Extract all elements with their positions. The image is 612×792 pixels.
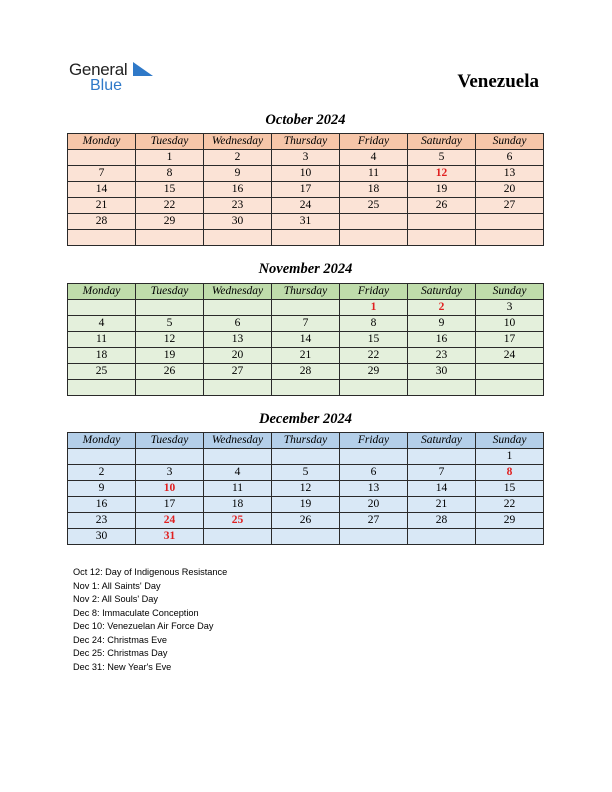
day-cell: 4 [340, 150, 408, 166]
day-cell: 20 [340, 497, 408, 513]
weekday-header: Monday [68, 134, 136, 150]
day-cell: 22 [476, 497, 544, 513]
day-cell [476, 364, 544, 380]
day-cell: 21 [272, 348, 340, 364]
calendar-november [67, 283, 544, 396]
holiday-item: Dec 24: Christmas Eve [73, 634, 167, 645]
day-cell: 8 [476, 465, 544, 481]
day-cell: 4 [204, 465, 272, 481]
day-cell [136, 449, 204, 465]
week-row [68, 513, 544, 529]
month-title-november: November 2024 [258, 261, 353, 277]
day-cell: 26 [272, 513, 340, 529]
day-cell: 6 [204, 316, 272, 332]
calendar-december [67, 432, 544, 545]
weekday-header: Sunday [476, 433, 544, 449]
day-cell: 12 [408, 166, 476, 182]
weekday-header: Thursday [272, 284, 340, 300]
day-cell: 27 [476, 198, 544, 214]
day-cell: 10 [136, 481, 204, 497]
day-cell [136, 230, 204, 246]
day-cell: 23 [408, 348, 476, 364]
logo-blue-text: Blue [90, 77, 123, 94]
day-cell: 25 [204, 513, 272, 529]
day-cell: 1 [340, 300, 408, 316]
week-row [68, 364, 544, 380]
weekday-header: Monday [68, 433, 136, 449]
day-cell: 10 [476, 316, 544, 332]
day-cell: 26 [136, 364, 204, 380]
day-cell [204, 230, 272, 246]
day-cell: 1 [476, 449, 544, 465]
day-cell [476, 529, 544, 545]
day-cell [204, 380, 272, 396]
day-cell: 23 [204, 198, 272, 214]
day-cell: 13 [204, 332, 272, 348]
day-cell [272, 449, 340, 465]
weekday-header: Tuesday [136, 134, 204, 150]
day-cell: 3 [476, 300, 544, 316]
day-cell: 15 [340, 332, 408, 348]
day-cell: 24 [476, 348, 544, 364]
day-cell [340, 529, 408, 545]
day-cell: 17 [476, 332, 544, 348]
day-cell: 22 [136, 198, 204, 214]
week-row [68, 166, 544, 182]
weekday-header: Wednesday [204, 284, 272, 300]
day-cell: 28 [408, 513, 476, 529]
day-cell [272, 230, 340, 246]
day-cell: 24 [136, 513, 204, 529]
week-row [68, 316, 544, 332]
weekday-header: Friday [340, 284, 408, 300]
day-cell: 9 [68, 481, 136, 497]
day-cell: 20 [476, 182, 544, 198]
holiday-item: Dec 31: New Year's Eve [73, 661, 172, 672]
week-row [68, 300, 544, 316]
country-title: Venezuela [457, 71, 539, 92]
week-row [68, 230, 544, 246]
day-cell: 19 [272, 497, 340, 513]
day-cell: 2 [204, 150, 272, 166]
day-cell [272, 529, 340, 545]
day-cell: 30 [408, 364, 476, 380]
day-cell [204, 449, 272, 465]
weekday-header: Saturday [408, 134, 476, 150]
day-cell: 28 [272, 364, 340, 380]
day-cell: 14 [68, 182, 136, 198]
day-cell: 14 [272, 332, 340, 348]
day-cell: 29 [136, 214, 204, 230]
holiday-item: Nov 1: All Saints' Day [73, 580, 161, 591]
day-cell: 24 [272, 198, 340, 214]
day-cell: 18 [340, 182, 408, 198]
day-cell: 31 [136, 529, 204, 545]
day-cell: 30 [204, 214, 272, 230]
week-row [68, 449, 544, 465]
day-cell: 2 [68, 465, 136, 481]
day-cell [340, 449, 408, 465]
holiday-item: Oct 12: Day of Indigenous Resistance [73, 567, 228, 577]
day-cell: 25 [340, 198, 408, 214]
day-cell: 17 [272, 182, 340, 198]
day-cell: 7 [68, 166, 136, 182]
day-cell: 7 [408, 465, 476, 481]
day-cell: 14 [408, 481, 476, 497]
day-cell: 20 [204, 348, 272, 364]
day-cell [136, 300, 204, 316]
holiday-item: Dec 10: Venezuelan Air Force Day [73, 621, 214, 631]
holiday-list [73, 566, 227, 674]
day-cell: 16 [204, 182, 272, 198]
day-cell: 27 [340, 513, 408, 529]
day-cell: 28 [68, 214, 136, 230]
week-row [68, 497, 544, 513]
day-cell: 18 [68, 348, 136, 364]
day-cell: 21 [68, 198, 136, 214]
day-cell: 18 [204, 497, 272, 513]
week-row [68, 150, 544, 166]
day-cell: 2 [408, 300, 476, 316]
week-row [68, 380, 544, 396]
day-cell: 31 [272, 214, 340, 230]
day-cell [204, 300, 272, 316]
day-cell: 19 [408, 182, 476, 198]
day-cell: 8 [340, 316, 408, 332]
day-cell [272, 300, 340, 316]
day-cell: 22 [340, 348, 408, 364]
weekday-header: Thursday [272, 433, 340, 449]
day-cell: 16 [68, 497, 136, 513]
week-row [68, 529, 544, 545]
day-cell: 6 [476, 150, 544, 166]
weekday-header: Saturday [408, 433, 476, 449]
day-cell: 11 [204, 481, 272, 497]
day-cell [408, 230, 476, 246]
day-cell: 29 [340, 364, 408, 380]
day-cell [476, 380, 544, 396]
day-cell [204, 529, 272, 545]
day-cell [68, 449, 136, 465]
logo-general-text: General [69, 60, 128, 79]
day-cell: 29 [476, 513, 544, 529]
day-cell [408, 380, 476, 396]
week-row [68, 198, 544, 214]
weekday-header: Sunday [476, 134, 544, 150]
day-cell [340, 214, 408, 230]
weekday-header: Wednesday [204, 134, 272, 150]
day-cell: 5 [136, 316, 204, 332]
day-cell: 15 [476, 481, 544, 497]
day-cell: 13 [340, 481, 408, 497]
day-cell: 25 [68, 364, 136, 380]
day-cell: 12 [136, 332, 204, 348]
day-cell [68, 300, 136, 316]
day-cell: 26 [408, 198, 476, 214]
day-cell [476, 230, 544, 246]
weekday-header: Tuesday [136, 433, 204, 449]
day-cell: 17 [136, 497, 204, 513]
week-row [68, 348, 544, 364]
weekday-header: Wednesday [204, 433, 272, 449]
day-cell [408, 529, 476, 545]
weekday-header: Sunday [476, 284, 544, 300]
day-cell: 3 [272, 150, 340, 166]
day-cell: 11 [68, 332, 136, 348]
day-cell [340, 380, 408, 396]
day-cell [408, 214, 476, 230]
logo-flag-icon [133, 62, 153, 76]
weekday-header: Friday [340, 433, 408, 449]
day-cell: 4 [68, 316, 136, 332]
generalblue-logo [69, 60, 169, 96]
weekday-header: Monday [68, 284, 136, 300]
day-cell [68, 150, 136, 166]
day-cell: 3 [136, 465, 204, 481]
day-cell [68, 380, 136, 396]
day-cell: 30 [68, 529, 136, 545]
day-cell: 13 [476, 166, 544, 182]
month-title-december: December 2024 [258, 411, 352, 427]
day-cell: 5 [272, 465, 340, 481]
day-cell: 11 [340, 166, 408, 182]
day-cell: 5 [408, 150, 476, 166]
weekday-header: Thursday [272, 134, 340, 150]
day-cell: 8 [136, 166, 204, 182]
day-cell: 6 [340, 465, 408, 481]
weekday-header: Saturday [408, 284, 476, 300]
holiday-item: Nov 2: All Souls' Day [73, 594, 158, 604]
day-cell: 9 [408, 316, 476, 332]
day-cell: 12 [272, 481, 340, 497]
week-row [68, 214, 544, 230]
month-title-october: October 2024 [265, 112, 346, 128]
day-cell [340, 230, 408, 246]
day-cell: 7 [272, 316, 340, 332]
day-cell [408, 449, 476, 465]
week-row [68, 465, 544, 481]
day-cell: 1 [136, 150, 204, 166]
holiday-item: Dec 8: Immaculate Conception [73, 607, 199, 618]
week-row [68, 481, 544, 497]
day-cell [68, 230, 136, 246]
day-cell: 9 [204, 166, 272, 182]
day-cell: 15 [136, 182, 204, 198]
weekday-header: Tuesday [136, 284, 204, 300]
holiday-item: Dec 25: Christmas Day [73, 648, 168, 658]
day-cell [272, 380, 340, 396]
day-cell: 21 [408, 497, 476, 513]
day-cell: 10 [272, 166, 340, 182]
weekday-header: Friday [340, 134, 408, 150]
day-cell: 27 [204, 364, 272, 380]
day-cell [476, 214, 544, 230]
calendar-october [67, 133, 544, 246]
day-cell [136, 380, 204, 396]
week-row [68, 332, 544, 348]
week-row [68, 182, 544, 198]
day-cell: 19 [136, 348, 204, 364]
day-cell: 16 [408, 332, 476, 348]
day-cell: 23 [68, 513, 136, 529]
